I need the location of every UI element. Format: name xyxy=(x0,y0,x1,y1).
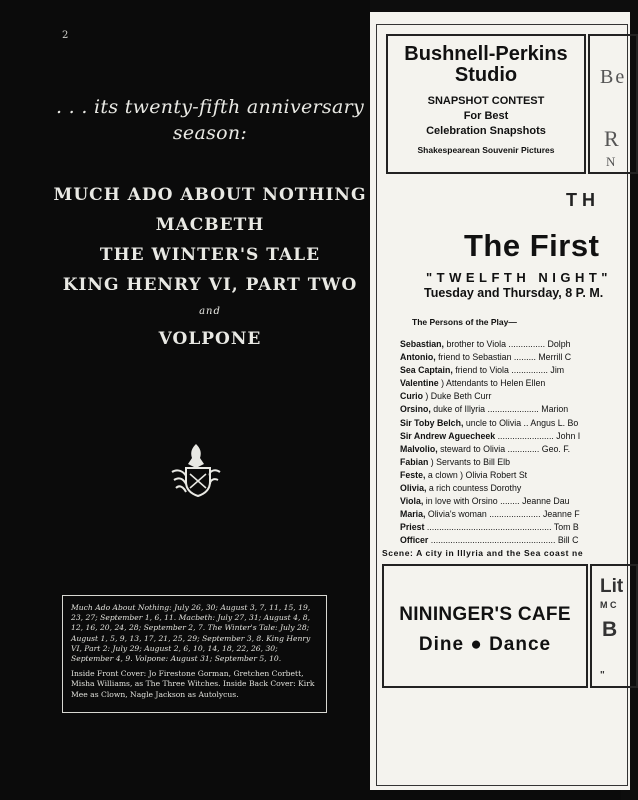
cast-detail: ....................... John I xyxy=(495,430,581,441)
ad-text: M C xyxy=(600,600,617,610)
cast-detail: ) Servants to Bill Elb xyxy=(428,456,511,467)
cast-row xyxy=(400,443,626,456)
cast-detail: duke of Illyria ..................... Marion xyxy=(430,404,569,415)
cast-detail: uncle to Olivia .. Angus L. Bo xyxy=(463,417,579,428)
cast-role: Viola, xyxy=(400,496,424,507)
bottom-edge xyxy=(0,790,621,800)
cast-detail: friend to Sebastian ......... Merrill C xyxy=(435,352,572,363)
cafe-slogan: Dine ● Dance xyxy=(418,634,552,655)
ad-line: Shakespearean Souvenir Pictures xyxy=(417,145,555,155)
ad-text: Lit xyxy=(600,576,624,597)
cropped-advertisement xyxy=(590,564,638,688)
crest-icon xyxy=(168,438,224,500)
cast-detail: ................................................... Bill C xyxy=(428,535,579,546)
cast-row xyxy=(400,351,626,364)
cast-row xyxy=(400,364,626,377)
cast-row xyxy=(400,377,626,390)
cast-row xyxy=(400,534,626,547)
cast-detail: ................................................... Tom B xyxy=(424,522,579,533)
cast-role: Maria, xyxy=(400,509,426,520)
cast-detail: a clown ) Olivia Robert St xyxy=(425,469,528,480)
cast-role: Valentine xyxy=(400,378,439,389)
cast-role: Orsino, xyxy=(400,404,431,415)
cast-row xyxy=(400,508,626,521)
cafe-name: NININGER'S CAFE xyxy=(399,604,571,625)
play-title: KING HENRY VI, PART TWO xyxy=(62,275,358,295)
cast-detail: friend to Viola ............... Jim xyxy=(452,365,565,376)
performance-schedule: Much Ado About Nothing: July 26, 30; August 3, 7, 11, 15, 19, 23, 27; September 1, 6, 11. Macbeth: July 27, 31; August 4, 8, 12, 16, 20, 24, 28; September 2, 7. The Winter's Tale: July 28; August 1, 5, 9, 13, 17, 21, 25, 29; September 3, 8. King Henry VI, Part 2: July 29; August 2, 6, 10, 14, 18, 22, 26, 30; September 4, 9. Volpone: August 31; September 5, 10. xyxy=(71,603,311,664)
schedule-credits-box xyxy=(62,595,327,713)
cast-role: Feste, xyxy=(400,469,426,480)
play-title: VOLPONE xyxy=(158,329,262,349)
anniversary-tagline: . . . its twenty-fifth anniversary season: xyxy=(56,96,364,144)
persons-heading: The Persons of the Play— xyxy=(412,317,517,327)
cast-row xyxy=(400,390,626,403)
studio-advertisement xyxy=(386,34,586,174)
cast-detail: Olivia's woman ..................... Jeanne F xyxy=(425,509,580,520)
cast-detail: ) Attendants to Helen Ellen xyxy=(438,378,546,389)
cast-row xyxy=(400,521,626,534)
cast-role: Antonio, xyxy=(400,352,436,363)
cast-role: Sir Toby Belch, xyxy=(400,417,464,428)
cast-row xyxy=(400,456,626,469)
cast-role: Curio xyxy=(400,391,423,402)
ad-line: SNAPSHOT CONTEST xyxy=(427,95,545,107)
cover-credits: Inside Front Cover: Jo Firestone Gorman, Gretchen Corbett, Misha Williams, as The Three Witches. Inside Back Cover: Kirk Mee as Clown, Nagle Jackson as Autolycus. xyxy=(71,669,315,699)
cast-row xyxy=(400,469,626,482)
studio-name: Bushnell-Perkins Studio xyxy=(404,43,568,86)
plays-list xyxy=(40,180,380,354)
cast-role: Sebastian, xyxy=(400,339,445,349)
cast-detail: brother to Viola ............... Dolph xyxy=(444,339,571,349)
ad-line: For Best xyxy=(463,110,509,122)
play-title: MACBETH xyxy=(155,215,265,235)
ad-text: " xyxy=(600,670,605,681)
cast-role: Priest xyxy=(400,522,425,533)
ad-text: R xyxy=(604,126,619,151)
cast-row xyxy=(400,482,626,495)
cast-role: Olivia, xyxy=(400,483,427,494)
ad-text: Be xyxy=(600,66,627,88)
right-page xyxy=(370,12,630,790)
performance-time: Tuesday and Thursday, 8 P. M. xyxy=(424,286,604,300)
page-number: 2 xyxy=(62,30,69,41)
play-name: "TWELFTH NIGHT" xyxy=(426,270,612,285)
cast-role: Fabian xyxy=(400,456,429,467)
cast-detail: a rich countess Dorothy xyxy=(426,483,522,494)
cast-role: Sea Captain, xyxy=(400,365,453,376)
play-title: MUCH ADO ABOUT NOTHING xyxy=(53,185,367,205)
play-title: THE WINTER'S TALE xyxy=(99,245,321,265)
cast-row xyxy=(400,430,626,443)
cropped-advertisement xyxy=(588,34,638,174)
cast-detail: in love with Orsino ........ Jeanne Dau xyxy=(423,496,570,507)
ad-text: B xyxy=(602,618,618,641)
cast-row xyxy=(400,338,626,351)
cast-row xyxy=(400,417,626,430)
cast-detail: steward to Olivia ............. Geo. F. xyxy=(437,443,571,454)
ad-text: N xyxy=(606,154,616,169)
and-connector: and xyxy=(199,306,221,317)
cast-role: Sir Andrew Aguecheek xyxy=(400,430,496,441)
cropped-heading: TH xyxy=(566,190,600,210)
cast-row xyxy=(400,403,626,416)
scene-note: Scene: A city in Illyria and the Sea coast ne xyxy=(382,548,584,558)
cast-role: Malvolio, xyxy=(400,443,438,454)
cast-detail: ) Duke Beth Curr xyxy=(422,391,492,402)
cast-row xyxy=(400,495,626,508)
program-title: The First xyxy=(464,228,600,263)
cast-role: Officer xyxy=(400,535,429,546)
cast-list xyxy=(400,338,626,548)
ad-line: Celebration Snapshots xyxy=(426,125,546,137)
cafe-advertisement xyxy=(382,564,588,688)
